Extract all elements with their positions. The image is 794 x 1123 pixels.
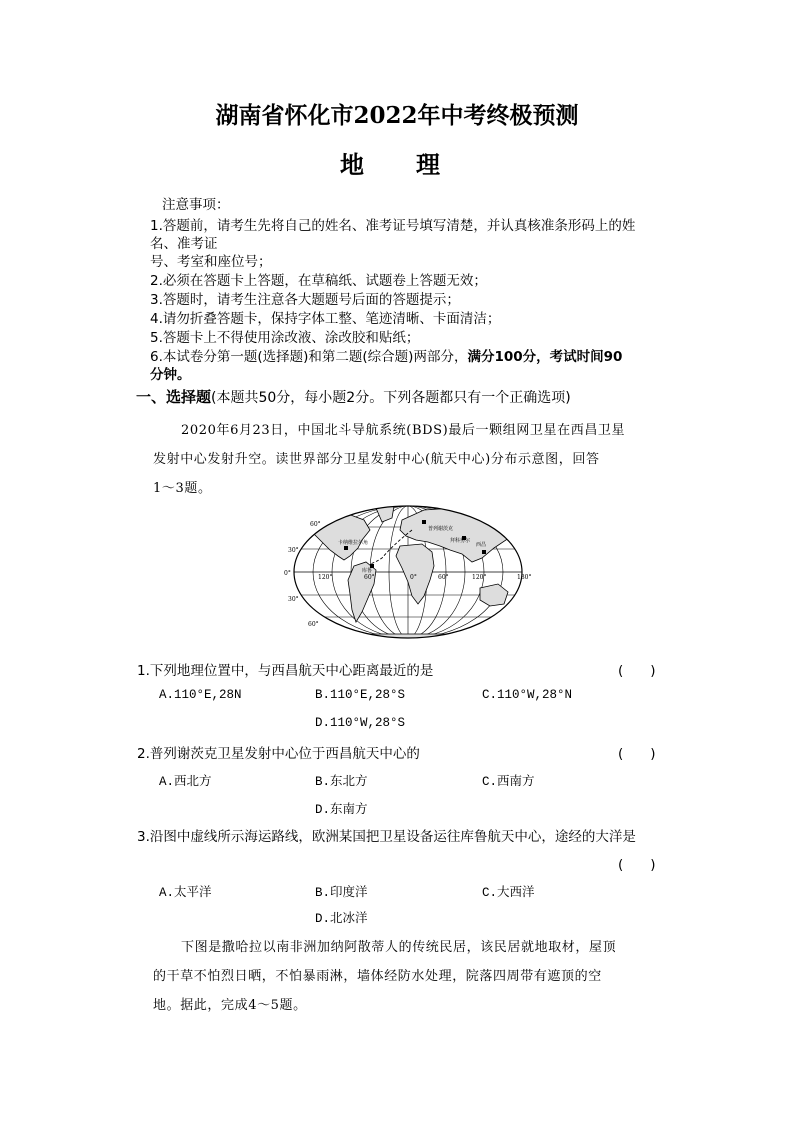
notice-line-6c: 分钟。 <box>150 367 191 383</box>
section-1-label: 一、选择题 <box>136 388 212 406</box>
lon-label: 180° <box>517 574 532 581</box>
intro-2-line-2: 的干草不怕烈日晒，不怕暴雨淋，墙体经防水处理，院落四周带有遮顶的空 <box>153 969 602 984</box>
site-marker <box>344 546 348 550</box>
notice-line-6b: 满分100分，考试时间90 <box>467 349 623 365</box>
q3-option-a: A.太平洋 <box>159 886 212 900</box>
notice-line-4: 4.请勿折叠答题卡，保持字体工整、笔迹清晰、卡面清洁； <box>150 311 501 327</box>
lon-label: 60° <box>364 574 375 581</box>
q2-stem: 2.普列谢茨克卫星发射中心位于西昌航天中心的 <box>137 746 420 762</box>
intro-1-line-3: 1～3题。 <box>153 481 212 496</box>
intro-1-line-2: 发射中心发射升空。读世界部分卫星发射中心(航天中心)分布示意图，回答 <box>153 452 600 467</box>
label-kourou: 库鲁 <box>362 568 373 574</box>
lon-label: 120° <box>472 574 487 581</box>
section-1-desc: (本题共50分，每小题2分。下列各题都只有一个正确选项) <box>211 390 571 406</box>
page-title: 湖南省怀化市2022年中考终极预测 <box>215 102 579 129</box>
q1-stem: 1.下列地理位置中，与西昌航天中心距离最近的是 <box>137 663 434 679</box>
notice-heading: 注意事项： <box>162 197 230 213</box>
q3-option-d: D.北冰洋 <box>315 912 368 926</box>
notice-line-1b: 名、准考证 <box>150 236 218 252</box>
q3-stem: 3.沿图中虚线所示海运路线，欧洲某国把卫星设备运往库鲁航天中心，途经的大洋是 <box>137 829 636 845</box>
notice-line-1c: 号、考室和座位号； <box>150 254 272 270</box>
q2-option-a: A.西北方 <box>159 775 212 789</box>
notice-line-6a: 6.本试卷分第一题(选择题)和第二题(综合题)两部分， <box>150 349 468 365</box>
lat-label: 0° <box>284 570 291 577</box>
q1-option-d: D.110°W,28°S <box>315 716 406 730</box>
q3-answer-bracket: ( ) <box>618 857 656 873</box>
lat-label: 60° <box>310 521 321 528</box>
q2-option-b: B.东北方 <box>315 775 368 789</box>
section-1-header <box>136 386 571 407</box>
notice-line-5: 5.答题卡上不得使用涂改液、涂改胶和贴纸； <box>150 330 420 346</box>
notice-line-2: 2.必须在答题卡上答题，在草稿纸、试题卷上答题无效； <box>150 273 487 289</box>
label-baikonur: 拜科努尔 <box>450 538 471 544</box>
label-plesetsk: 普列谢茨克 <box>428 526 454 532</box>
q1-option-c: C.110°W,28°N <box>482 688 573 702</box>
q2-option-d: D.东南方 <box>315 803 368 817</box>
notice-line-1: 1.答题前，请考生先将自己的姓名、准考证号填写清楚，并认真核准条形码上的姓 <box>150 218 636 234</box>
q2-answer-bracket: ( ) <box>618 746 656 762</box>
lon-label: 120° <box>318 574 333 581</box>
intro-2-line-3: 地。据此，完成4～5题。 <box>153 998 307 1013</box>
world-map <box>284 500 532 645</box>
notice-line-3: 3.答题时，请考生注意各大题题号后面的答题提示； <box>150 292 460 308</box>
map-graticule <box>284 500 532 645</box>
site-marker <box>422 520 426 524</box>
label-canaveral: 卡纳维拉尔角 <box>338 540 369 546</box>
site-marker <box>482 550 486 554</box>
notice-line-6 <box>150 348 622 367</box>
lat-label: 60° <box>308 621 319 628</box>
q3-option-b: B.印度洋 <box>315 886 368 900</box>
q3-option-c: C.大西洋 <box>482 886 535 900</box>
q1-answer-bracket: ( ) <box>618 663 656 679</box>
lat-label: 30° <box>288 547 299 554</box>
label-xichang: 西昌 <box>476 542 487 548</box>
lat-label: 30° <box>288 596 299 603</box>
lon-label: 60° <box>438 574 449 581</box>
intro-1-line-1: 2020年6月23日，中国北斗导航系统(BDS)最后一颗组网卫星在西昌卫星 <box>181 423 626 438</box>
q2-option-c: C.西南方 <box>482 775 535 789</box>
subject-title: 地 理 <box>340 150 454 179</box>
lon-label: 0° <box>410 574 417 581</box>
q1-option-b: B.110°E,28°S <box>315 688 406 702</box>
intro-2-line-1: 下图是撒哈拉以南非洲加纳阿散蒂人的传统民居，该民居就地取材，屋顶 <box>181 940 617 955</box>
q1-option-a: A.110°E,28N <box>159 688 242 702</box>
